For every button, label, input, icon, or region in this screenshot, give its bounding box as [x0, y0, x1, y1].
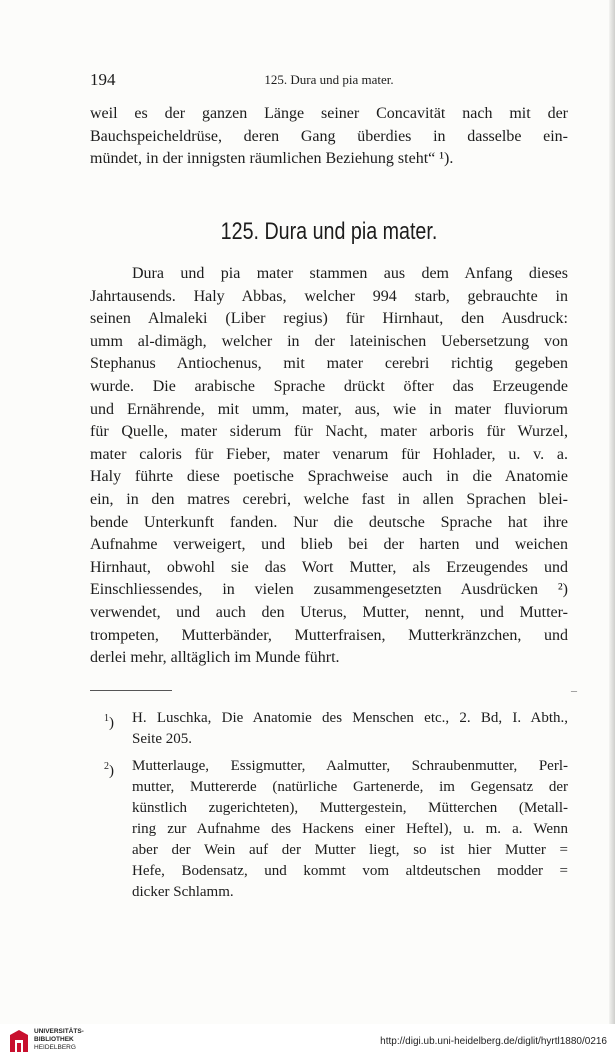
text-line: Stephanus Antiochenus, mit mater cerebri richtig gegeben: [90, 355, 568, 373]
footnote-line: künstlich zugerichteten), Muttergestein, Mütterchen (Metall-: [132, 800, 568, 816]
text-line: mater caloris für Fieber, mater venarum für Hohlader, u. v. a.: [90, 445, 568, 463]
page-edge-shadow: [609, 0, 615, 1024]
text-line: Hirnhaut, obwohl sie das Wort Mutter, als Erzeugendes und: [90, 558, 568, 576]
footnote-2: [104, 756, 568, 903]
text-line: wurde. Die arabische Sprache drückt öfter das Erzeugende: [90, 377, 568, 395]
text-line: trompeten, Mutterbänder, Mutterfraisen, Mutterkränzchen, und: [90, 626, 568, 644]
footnote-line: mutter, Muttererde (natürliche Gartenerde, im Gegensatz der: [132, 779, 568, 795]
text-line: Dura und pia mater stammen aus dem Anfang dieses: [132, 265, 568, 282]
footnote-line: dicker Schlamm.: [132, 884, 234, 900]
text-line: ein, in den matres cerebri, welche fast in allen Sprachen blei-: [90, 490, 568, 508]
text-line: und Ernährende, mit umm, mater, aus, wie in mater fluviorum: [90, 400, 568, 418]
footnote-line: Hefe, Bodensatz, und kommt vom altdeutschen modder =: [132, 863, 568, 879]
footnote-rule: [90, 690, 172, 691]
page-number: 194: [90, 70, 116, 89]
library-logo-icon: [8, 1029, 30, 1053]
footnote-line: Seite 205.: [132, 731, 192, 747]
library-logo-text: UNIVERSITÄTS- BIBLIOTHEK HEIDELBERG: [34, 1028, 84, 1051]
footnote-marker: $^1$): [104, 713, 114, 731]
footnote-line: H. Luschka, Die Anatomie des Menschen etc., 2. Bd, I. Abth.,: [132, 710, 568, 726]
footnote-marker: $^2$): [104, 761, 114, 779]
margin-mark: –: [571, 683, 577, 697]
footnote-line: ring zur Aufnahme des Hackens einer Heftel), u. m. a. Wenn: [132, 821, 568, 837]
body-paragraph: [90, 263, 568, 670]
text-line: bende Unterkunft fanden. Nur die deutsche Sprache hat ihre: [90, 513, 568, 531]
running-head: [90, 70, 568, 92]
footnotes: [104, 708, 568, 909]
text-line: derlei mehr, alltäglich im Munde führt.: [90, 649, 340, 667]
footnote-line: Mutterlauge, Essigmutter, Aalmutter, Schraubenmutter, Perl-: [132, 758, 568, 774]
permalink-url[interactable]: http://digi.ub.uni-heidelberg.de/diglit/hyrtl1880/0216: [380, 1036, 607, 1047]
running-head-title: 125. Dura und pia mater.: [264, 72, 394, 87]
intro-paragraph: [90, 103, 568, 171]
text-line: mündet, in der innigsten räumlichen Beziehung steht“ ¹).: [90, 150, 454, 168]
text-line: verwendet, und auch den Uterus, Mutter, nennt, und Mutter-: [90, 603, 568, 621]
footnote-1: [104, 708, 568, 750]
text-line: umm al-dimägh, welcher in der lateinischen Uebersetzung von: [90, 332, 568, 350]
section-title: 125. Dura und pia mater.: [220, 218, 438, 245]
text-line: seinen Almaleki (Liber regius) für Hirnhaut, den Ausdruck:: [90, 310, 568, 328]
text-line: für Quelle, mater siderum für Nacht, mater arboris für Wurzel,: [90, 423, 568, 441]
text-line: Aufnahme verweigert, und blieb bei der harten und weichen: [90, 536, 568, 554]
text-line: Einschliessendes, in vielen zusammengesetzten Ausdrücken ²): [90, 581, 568, 599]
footnote-line: aber der Wein auf der Mutter liegt, so ist hier Mutter =: [132, 842, 568, 858]
text-line: Bauchspeicheldrüse, deren Gang überdies in dasselbe ein-: [90, 127, 568, 145]
text-line: Haly führte diese poetische Sprachweise auch in die Anatomie: [90, 468, 568, 486]
text-line: Jahrtausends. Haly Abbas, welcher 994 starb, gebrauchte in: [90, 287, 568, 305]
text-line: weil es der ganzen Länge seiner Concavität nach mit der: [90, 105, 568, 122]
